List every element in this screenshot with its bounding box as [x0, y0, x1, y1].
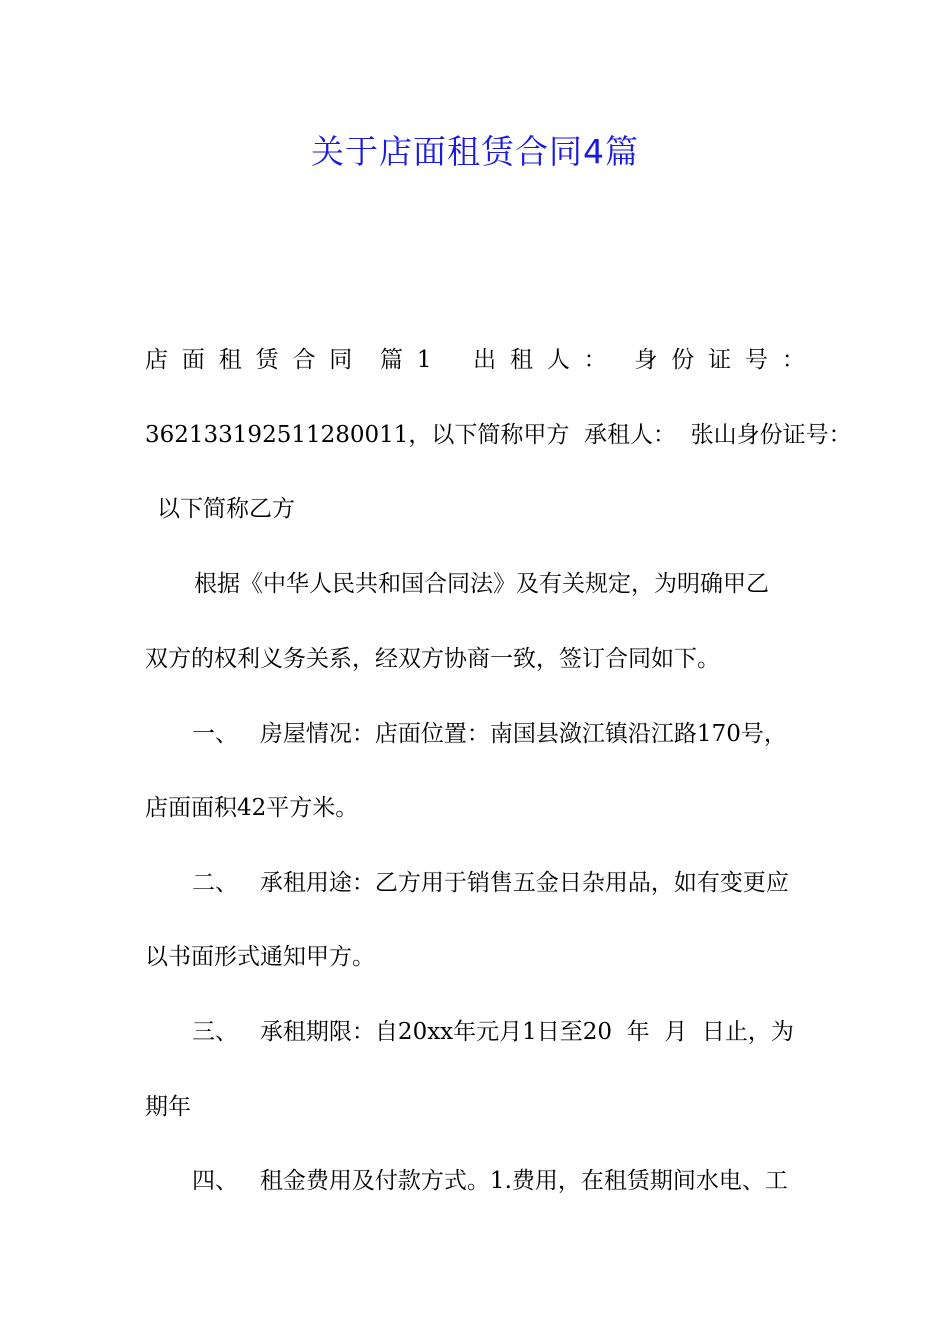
contract-paragraph-intro-line-1: 根据《中华人民共和国合同法》及有关规定，为明确甲乙: [194, 571, 769, 597]
line-1-char: 证: [708, 347, 732, 373]
line-1-char: 合: [292, 347, 316, 373]
line-1-char: 面: [181, 347, 205, 373]
contract-line-1: [145, 342, 805, 378]
contract-paragraph-intro-line-2: 双方的权利义务关系，经双方协商一致，签订合同如下。: [145, 646, 720, 672]
clause-4-line-1: 四、 租金费用及付款方式。1.费用，在租赁期间水电、工: [192, 1168, 788, 1194]
line-1-char: 店: [145, 347, 168, 373]
clause-1-line-2: 店面面积42平方米。: [145, 795, 359, 821]
clause-3-line-1: 三、 承租期限：自20xx年元月1日至20 年 月 日止，为: [192, 1019, 794, 1045]
line-1-char: 份: [671, 347, 695, 373]
line-1-char: 出: [473, 347, 497, 373]
line-1-char: 篇: [380, 347, 404, 373]
line-1-char: ：: [781, 347, 805, 373]
clause-2-line-1: 二、 承租用途：乙方用于销售五金日杂用品，如有变更应: [192, 870, 789, 896]
line-1-char: 租: [509, 347, 533, 373]
clause-2-line-2: 以书面形式通知甲方。: [145, 944, 375, 970]
line-1-char: 同: [329, 347, 353, 373]
line-1-char: 号: [744, 347, 768, 373]
clause-1-line-1: 一、 房屋情况：店面位置：南国县潋江镇沿江路170号，: [192, 721, 787, 747]
line-1-char: ：: [583, 347, 607, 373]
line-1-char: 1: [416, 347, 432, 373]
contract-line-3: 以下简称乙方: [157, 496, 295, 522]
line-1-char: 身: [634, 347, 658, 373]
document-title: 关于店面租赁合同4篇: [311, 132, 639, 171]
line-1-char: 赁: [255, 347, 279, 373]
contract-line-2: 362133192511280011，以下简称甲方 承租人： 张山身份证号：: [145, 422, 852, 448]
line-1-char: 租: [218, 347, 242, 373]
clause-3-line-2: 期年: [145, 1094, 191, 1120]
line-1-char: 人: [546, 347, 570, 373]
